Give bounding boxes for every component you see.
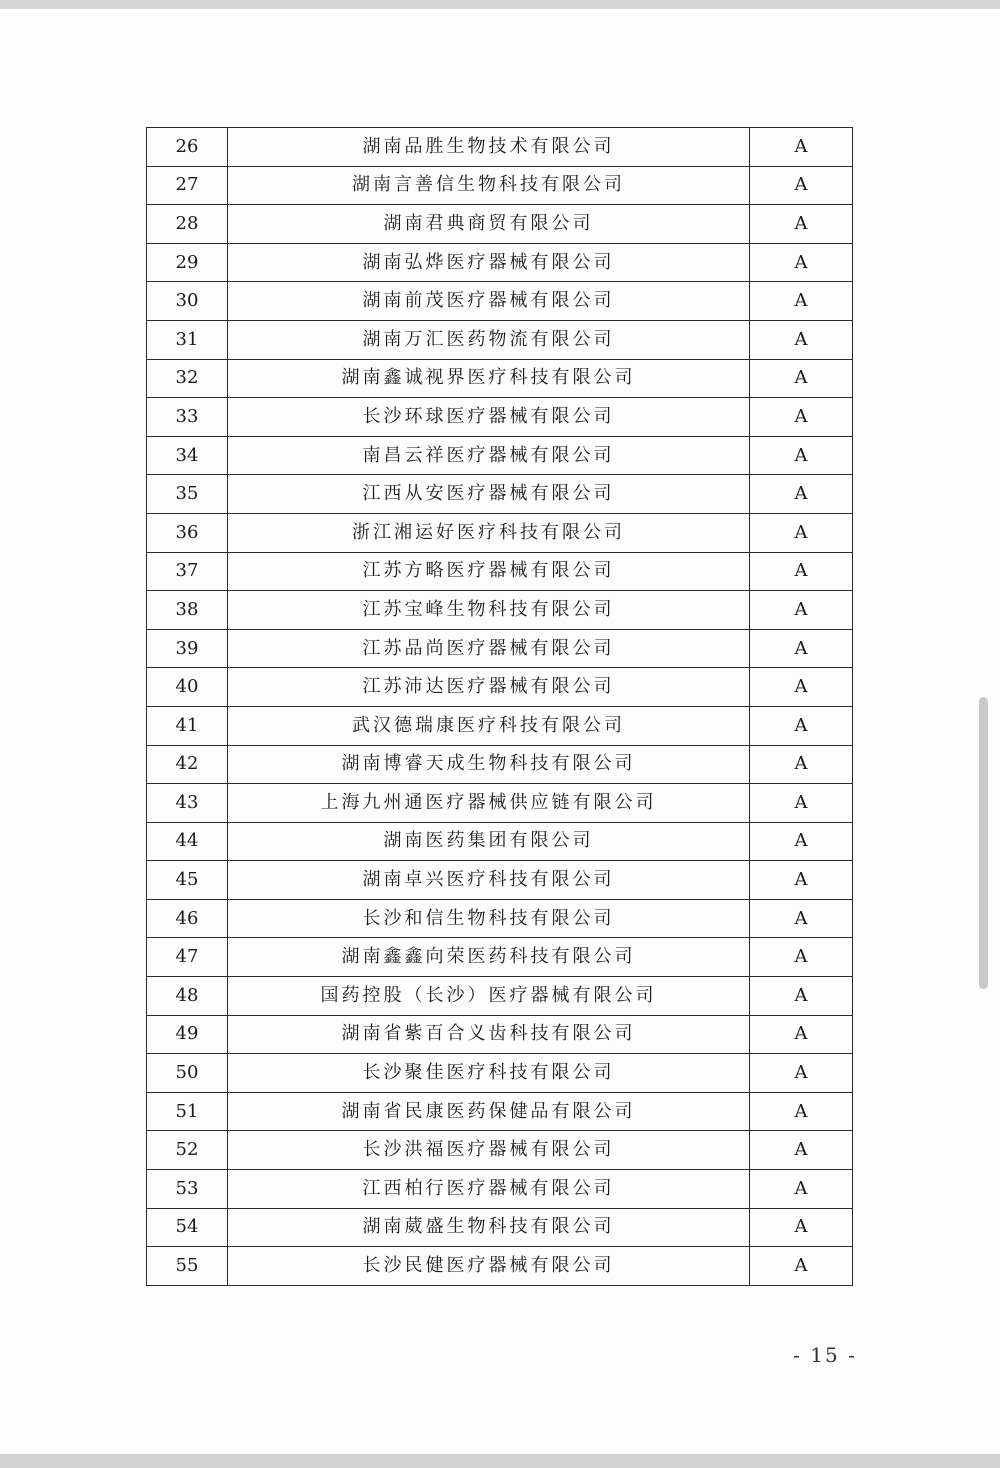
- company-name-cell: 江苏宝峰生物科技有限公司: [228, 591, 750, 630]
- credit-grade-cell: A: [750, 977, 853, 1016]
- company-name-cell: 江苏沛达医疗器械有限公司: [228, 668, 750, 707]
- row-number-cell: 51: [147, 1092, 228, 1131]
- company-name-cell: 长沙洪福医疗器械有限公司: [228, 1131, 750, 1170]
- credit-grade-cell: A: [750, 629, 853, 668]
- company-name-cell: 湖南品胜生物技术有限公司: [228, 128, 750, 167]
- row-number-cell: 44: [147, 822, 228, 861]
- credit-grade-cell: A: [750, 1054, 853, 1093]
- company-name-cell: 湖南弘烨医疗器械有限公司: [228, 243, 750, 282]
- table-row: [147, 1054, 853, 1093]
- row-number-cell: 31: [147, 320, 228, 359]
- table-row: [147, 1208, 853, 1247]
- table-row: [147, 1015, 853, 1054]
- table-row: [147, 1131, 853, 1170]
- company-rating-table: [146, 127, 853, 1286]
- credit-grade-cell: A: [750, 1015, 853, 1054]
- credit-grade-cell: A: [750, 745, 853, 784]
- table-row: [147, 320, 853, 359]
- credit-grade-cell: A: [750, 706, 853, 745]
- table-row: [147, 706, 853, 745]
- table-row: [147, 436, 853, 475]
- credit-grade-cell: A: [750, 822, 853, 861]
- row-number-cell: 30: [147, 282, 228, 321]
- company-name-cell: 武汉德瑞康医疗科技有限公司: [228, 706, 750, 745]
- row-number-cell: 45: [147, 861, 228, 900]
- row-number-cell: 52: [147, 1131, 228, 1170]
- row-number-cell: 37: [147, 552, 228, 591]
- company-name-cell: 湖南万汇医药物流有限公司: [228, 320, 750, 359]
- table-row: [147, 745, 853, 784]
- company-name-cell: 长沙民健医疗器械有限公司: [228, 1247, 750, 1286]
- row-number-cell: 47: [147, 938, 228, 977]
- row-number-cell: 48: [147, 977, 228, 1016]
- table-row: [147, 1247, 853, 1286]
- credit-grade-cell: A: [750, 1092, 853, 1131]
- credit-grade-cell: A: [750, 668, 853, 707]
- credit-grade-cell: A: [750, 552, 853, 591]
- table-row: [147, 513, 853, 552]
- row-number-cell: 38: [147, 591, 228, 630]
- row-number-cell: 35: [147, 475, 228, 514]
- company-name-cell: 湖南君典商贸有限公司: [228, 205, 750, 244]
- credit-grade-cell: A: [750, 320, 853, 359]
- credit-grade-cell: A: [750, 513, 853, 552]
- credit-grade-cell: A: [750, 205, 853, 244]
- row-number-cell: 49: [147, 1015, 228, 1054]
- table-row: [147, 899, 853, 938]
- credit-grade-cell: A: [750, 475, 853, 514]
- credit-grade-cell: A: [750, 861, 853, 900]
- page-number: - 15 -: [793, 1343, 857, 1367]
- row-number-cell: 28: [147, 205, 228, 244]
- row-number-cell: 33: [147, 398, 228, 437]
- table-row: [147, 1092, 853, 1131]
- credit-grade-cell: A: [750, 899, 853, 938]
- row-number-cell: 53: [147, 1170, 228, 1209]
- row-number-cell: 36: [147, 513, 228, 552]
- credit-grade-cell: A: [750, 166, 853, 205]
- company-name-cell: 江西柏行医疗器械有限公司: [228, 1170, 750, 1209]
- row-number-cell: 46: [147, 899, 228, 938]
- table-body: [147, 128, 853, 1286]
- table-row: [147, 1170, 853, 1209]
- credit-grade-cell: A: [750, 436, 853, 475]
- row-number-cell: 40: [147, 668, 228, 707]
- credit-grade-cell: A: [750, 1208, 853, 1247]
- credit-grade-cell: A: [750, 938, 853, 977]
- company-name-cell: 长沙和信生物科技有限公司: [228, 899, 750, 938]
- credit-grade-cell: A: [750, 1170, 853, 1209]
- company-name-cell: 江西从安医疗器械有限公司: [228, 475, 750, 514]
- row-number-cell: 50: [147, 1054, 228, 1093]
- company-name-cell: 南昌云祥医疗器械有限公司: [228, 436, 750, 475]
- bottom-divider-bar: [0, 1454, 1000, 1468]
- row-number-cell: 39: [147, 629, 228, 668]
- table-row: [147, 938, 853, 977]
- credit-grade-cell: A: [750, 359, 853, 398]
- table-row: [147, 861, 853, 900]
- company-name-cell: 江苏方略医疗器械有限公司: [228, 552, 750, 591]
- table-row: [147, 282, 853, 321]
- company-name-cell: 湖南鑫诚视界医疗科技有限公司: [228, 359, 750, 398]
- credit-grade-cell: A: [750, 398, 853, 437]
- company-name-cell: 长沙聚佳医疗科技有限公司: [228, 1054, 750, 1093]
- row-number-cell: 29: [147, 243, 228, 282]
- company-name-cell: 湖南医药集团有限公司: [228, 822, 750, 861]
- company-name-cell: 湖南言善信生物科技有限公司: [228, 166, 750, 205]
- credit-grade-cell: A: [750, 282, 853, 321]
- table-row: [147, 475, 853, 514]
- company-name-cell: 江苏品尚医疗器械有限公司: [228, 629, 750, 668]
- company-name-cell: 长沙环球医疗器械有限公司: [228, 398, 750, 437]
- table-row: [147, 243, 853, 282]
- company-name-cell: 湖南鑫鑫向荣医药科技有限公司: [228, 938, 750, 977]
- table-row: [147, 591, 853, 630]
- row-number-cell: 32: [147, 359, 228, 398]
- credit-grade-cell: A: [750, 1247, 853, 1286]
- table-row: [147, 205, 853, 244]
- table-row: [147, 629, 853, 668]
- company-name-cell: 浙江湘运好医疗科技有限公司: [228, 513, 750, 552]
- table-row: [147, 128, 853, 167]
- row-number-cell: 42: [147, 745, 228, 784]
- table-row: [147, 398, 853, 437]
- table-row: [147, 784, 853, 823]
- company-name-cell: 湖南博睿天成生物科技有限公司: [228, 745, 750, 784]
- company-name-cell: 湖南葳盛生物科技有限公司: [228, 1208, 750, 1247]
- row-number-cell: 34: [147, 436, 228, 475]
- row-number-cell: 41: [147, 706, 228, 745]
- table-row: [147, 668, 853, 707]
- table-row: [147, 977, 853, 1016]
- company-name-cell: 国药控股（长沙）医疗器械有限公司: [228, 977, 750, 1016]
- credit-grade-cell: A: [750, 784, 853, 823]
- row-number-cell: 54: [147, 1208, 228, 1247]
- company-name-cell: 湖南省紫百合义齿科技有限公司: [228, 1015, 750, 1054]
- credit-grade-cell: A: [750, 591, 853, 630]
- row-number-cell: 43: [147, 784, 228, 823]
- row-number-cell: 27: [147, 166, 228, 205]
- top-divider-bar: [0, 0, 1000, 9]
- table-row: [147, 359, 853, 398]
- company-name-cell: 湖南前茂医疗器械有限公司: [228, 282, 750, 321]
- credit-grade-cell: A: [750, 128, 853, 167]
- table-row: [147, 822, 853, 861]
- credit-grade-cell: A: [750, 1131, 853, 1170]
- row-number-cell: 55: [147, 1247, 228, 1286]
- company-name-cell: 上海九州通医疗器械供应链有限公司: [228, 784, 750, 823]
- company-name-cell: 湖南卓兴医疗科技有限公司: [228, 861, 750, 900]
- company-name-cell: 湖南省民康医药保健品有限公司: [228, 1092, 750, 1131]
- vertical-scrollbar[interactable]: [979, 697, 988, 989]
- table-row: [147, 552, 853, 591]
- credit-grade-cell: A: [750, 243, 853, 282]
- row-number-cell: 26: [147, 128, 228, 167]
- table-row: [147, 166, 853, 205]
